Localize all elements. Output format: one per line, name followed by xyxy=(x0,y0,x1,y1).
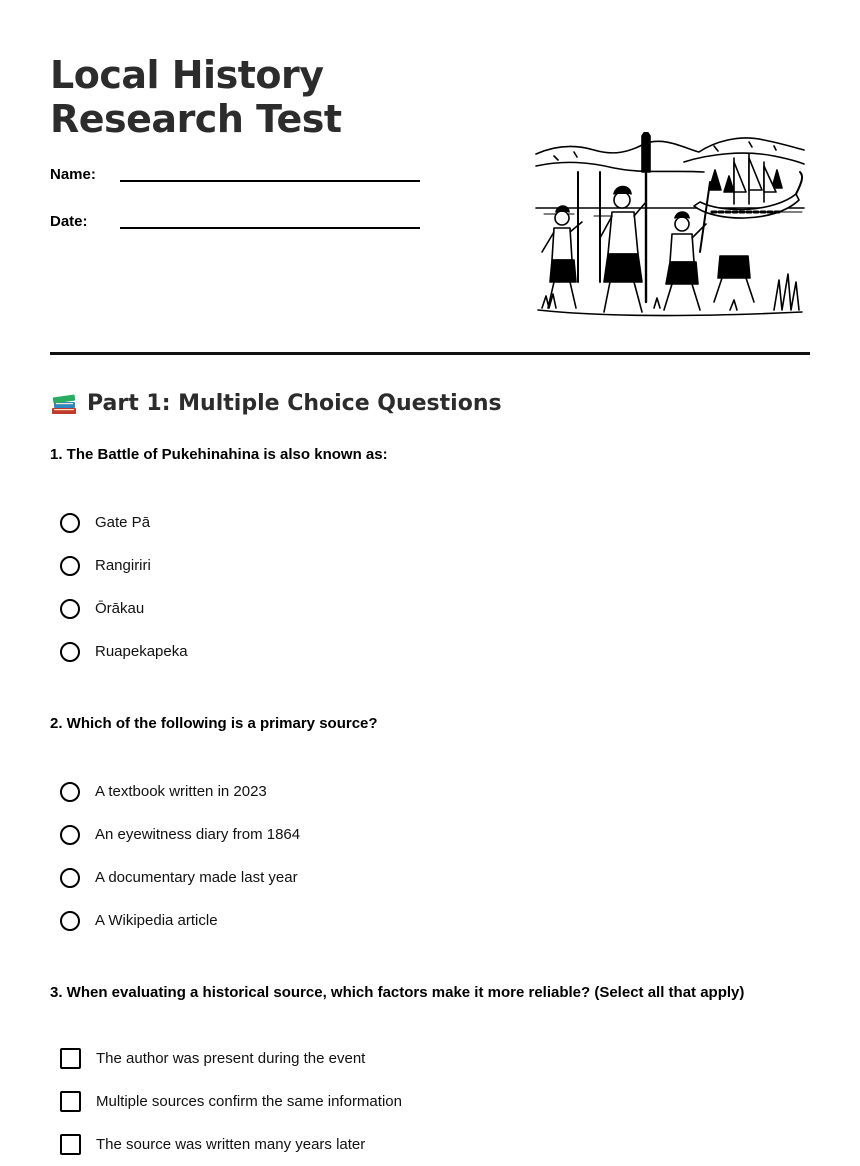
option-label: A documentary made last year xyxy=(95,869,298,886)
question-1-text: 1. The Battle of Pukehinahina is also known as: xyxy=(50,446,388,463)
test-page xyxy=(50,0,810,1153)
question-3-text: 3. When evaluating a historical source, which factors make it more reliable? (Select all that apply) xyxy=(50,984,745,1001)
test-header xyxy=(50,0,810,355)
option-label: The author was present during the event xyxy=(96,1050,366,1067)
date-label: Date: xyxy=(50,213,88,230)
option-rangiriri[interactable] xyxy=(60,544,188,587)
checkbox[interactable] xyxy=(60,1048,81,1069)
name-field[interactable] xyxy=(120,180,420,182)
option-documentary[interactable] xyxy=(60,856,300,899)
option-label: The source was written many years later xyxy=(96,1136,366,1153)
name-field-row xyxy=(50,166,430,196)
option-orakau[interactable] xyxy=(60,587,188,630)
option-label: Ōrākau xyxy=(95,600,145,617)
option-gate-pa[interactable] xyxy=(60,501,188,544)
radio-button[interactable] xyxy=(60,825,80,845)
maori-warriors-waka-illustration-icon xyxy=(534,132,806,324)
option-author-present[interactable] xyxy=(60,1037,402,1080)
question-2-options xyxy=(60,770,300,942)
option-textbook[interactable] xyxy=(60,770,300,813)
date-field-row xyxy=(50,213,430,243)
page-title: Local History Research Test xyxy=(50,53,342,141)
radio-button[interactable] xyxy=(60,556,80,576)
option-label: Multiple sources confirm the same information xyxy=(96,1093,402,1110)
option-written-later[interactable] xyxy=(60,1123,402,1166)
radio-button[interactable] xyxy=(60,782,80,802)
radio-button[interactable] xyxy=(60,911,80,931)
question-1-options xyxy=(60,501,188,673)
option-label: An eyewitness diary from 1864 xyxy=(95,826,301,843)
name-label: Name: xyxy=(50,166,96,183)
section-title-text: Part 1: Multiple Choice Questions xyxy=(87,390,502,416)
option-label: A textbook written in 2023 xyxy=(95,783,267,800)
checkbox[interactable] xyxy=(60,1091,81,1112)
option-wikipedia[interactable] xyxy=(60,899,300,942)
radio-button[interactable] xyxy=(60,642,80,662)
option-multiple-sources[interactable] xyxy=(60,1080,402,1123)
date-field[interactable] xyxy=(120,227,420,229)
checkbox[interactable] xyxy=(60,1134,81,1155)
option-label: Gate Pā xyxy=(95,514,151,531)
radio-button[interactable] xyxy=(60,599,80,619)
section-title xyxy=(50,389,502,417)
books-icon xyxy=(50,389,78,417)
question-2-text: 2. Which of the following is a primary source? xyxy=(50,715,378,732)
radio-button[interactable] xyxy=(60,513,80,533)
radio-button[interactable] xyxy=(60,868,80,888)
option-eyewitness-diary[interactable] xyxy=(60,813,300,856)
option-label: Ruapekapeka xyxy=(95,643,188,660)
option-label: Rangiriri xyxy=(95,557,151,574)
option-ruapekapeka[interactable] xyxy=(60,630,188,673)
option-label: A Wikipedia article xyxy=(95,912,218,929)
question-3-options xyxy=(60,1037,402,1166)
